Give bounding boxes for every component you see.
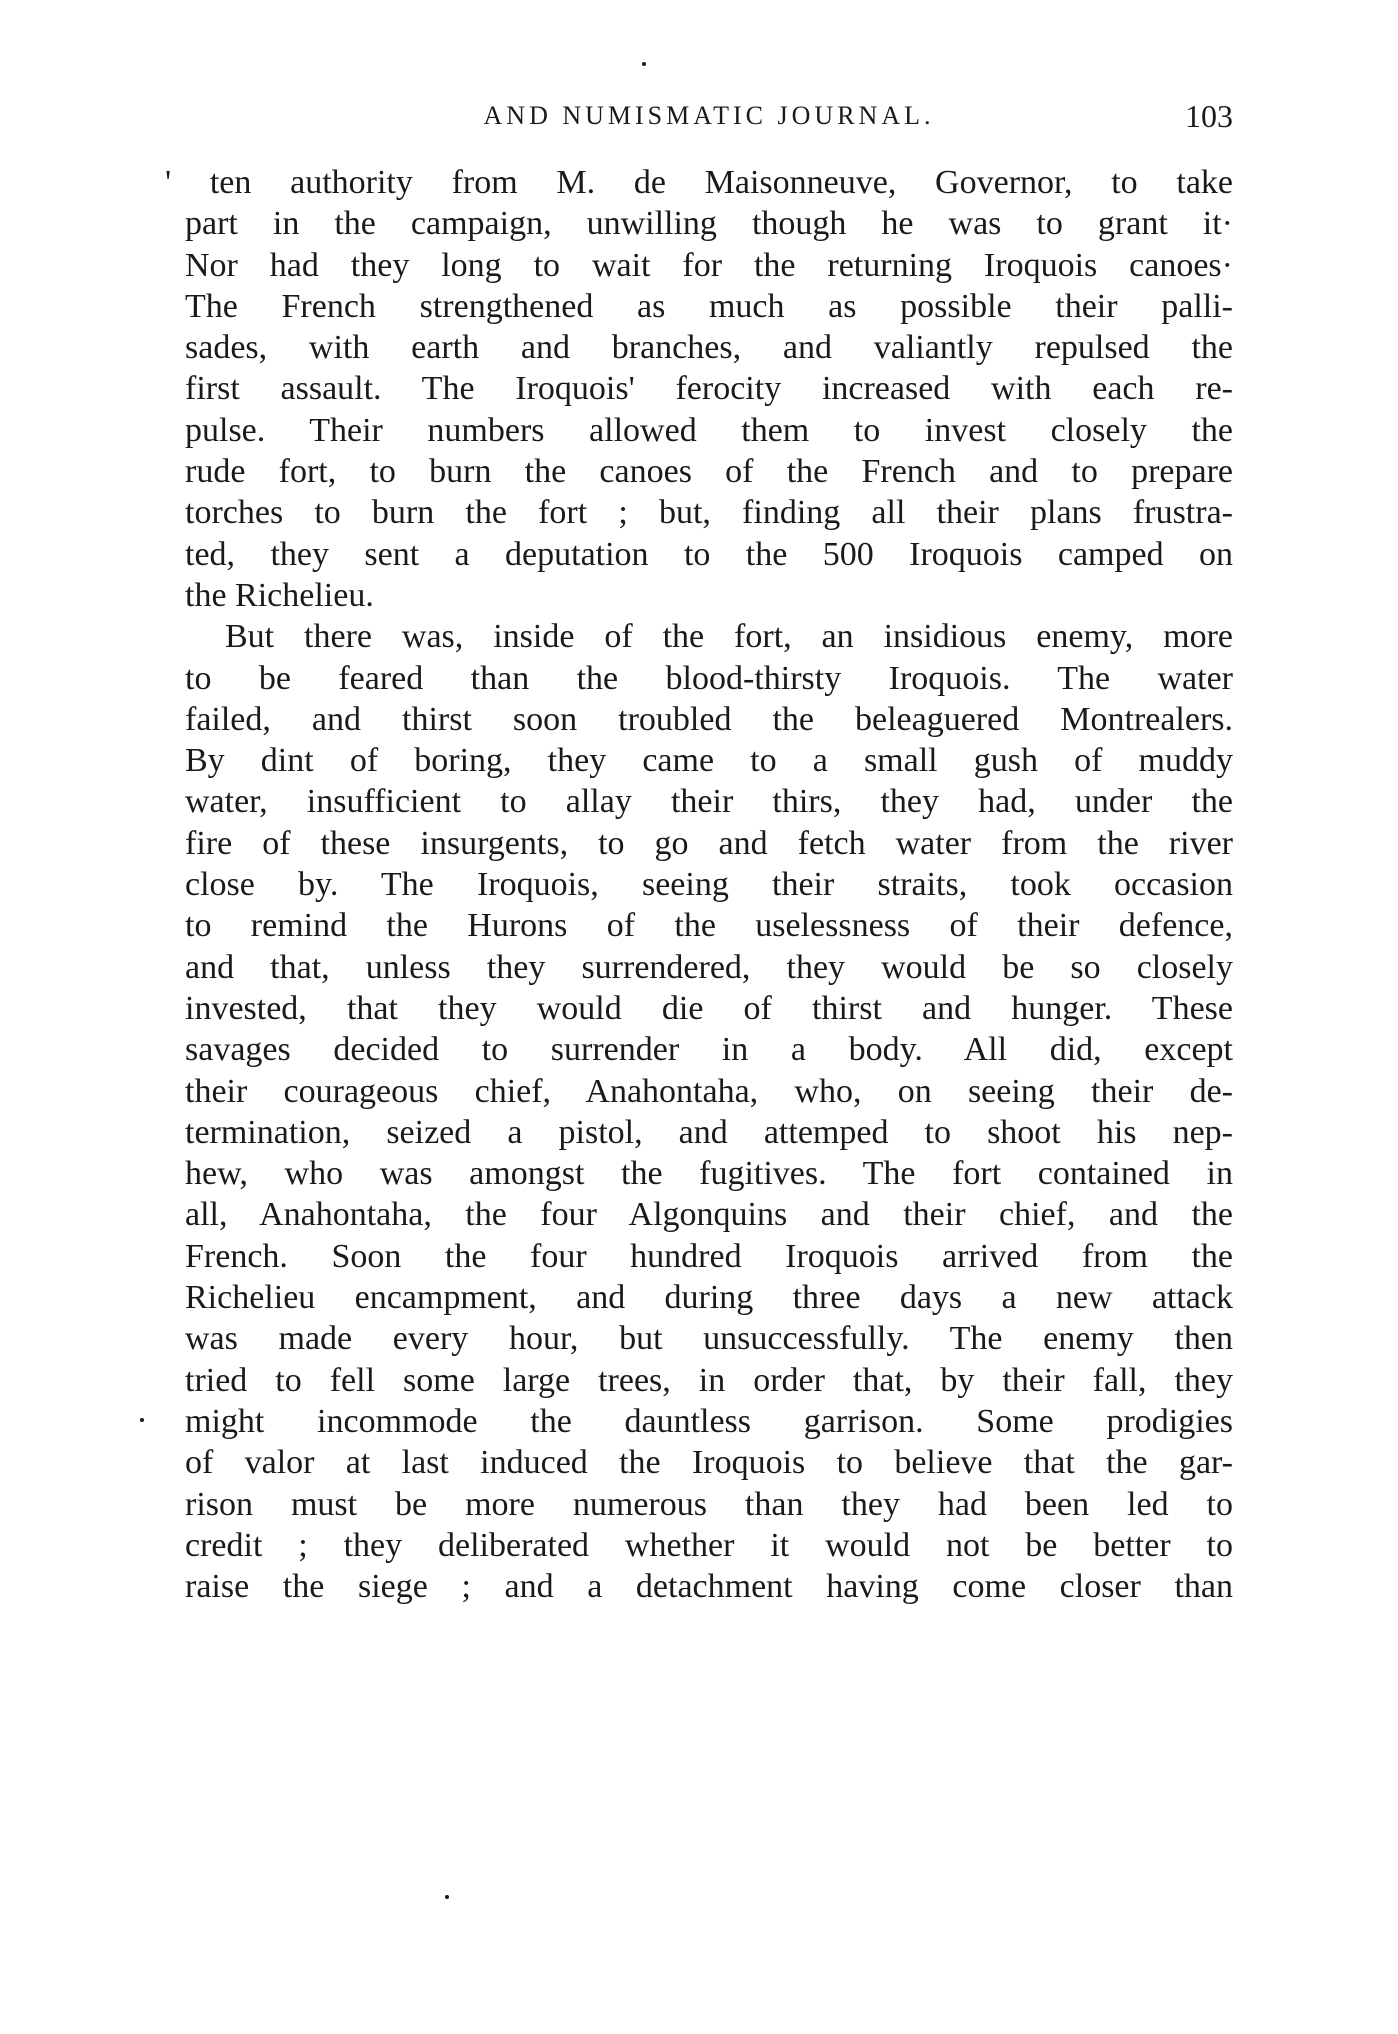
text-line: might incommode the dauntless garrison. Some prodigies — [185, 1402, 1233, 1440]
text-line: tried to fell some large trees, in order that, by their fall, they — [185, 1361, 1233, 1399]
text-line: pulse. Their numbers allowed them to invest closely the — [185, 411, 1233, 449]
text-line: hew, who was amongst the fugitives. The fort contained in — [185, 1155, 1233, 1193]
text-line: ' ten authority from M. de Maisonneuve, Governor, to take — [165, 164, 1233, 201]
text-line: first assault. The Iroquois' ferocity increased with each re- — [185, 370, 1233, 408]
text-line: Nor had they long to wait for the returning Iroquois canoes· — [185, 246, 1233, 284]
text-line: was made every hour, but unsuccessfully. The enemy then — [185, 1320, 1233, 1358]
text-line: water, insufficient to allay their thirs, they had, under the — [185, 783, 1233, 821]
text-line: failed, and thirst soon troubled the beleaguered Montrealers. — [185, 700, 1233, 738]
text-line: Richelieu encampment, and during three days a new attack — [185, 1279, 1233, 1317]
text-line: termination, seized a pistol, and attemped to shoot his nep- — [185, 1113, 1233, 1151]
text-line: their courageous chief, Anahontaha, who, on seeing their de- — [185, 1072, 1233, 1110]
print-speck — [445, 1895, 449, 1899]
print-speck — [140, 1418, 144, 1422]
text-line: and that, unless they surrendered, they would be so closely — [185, 948, 1233, 986]
text-line: all, Anahontaha, the four Algonquins and their chief, and the — [185, 1196, 1233, 1234]
text-line: sades, with earth and branches, and valiantly repulsed the — [185, 329, 1233, 367]
text-line: close by. The Iroquois, seeing their straits, took occasion — [185, 866, 1233, 904]
running-head: AND NUMISMATIC JOURNAL. — [483, 101, 935, 130]
text-line: torches to burn the fort ; but, finding all their plans frustra- — [185, 494, 1233, 532]
text-line: credit ; they deliberated whether it would not be better to — [185, 1526, 1233, 1564]
text-line: ted, they sent a deputation to the 500 Iroquois camped on — [185, 535, 1233, 573]
text-line: to remind the Hurons of the uselessness of their defence, — [185, 907, 1233, 945]
paragraph-2 — [185, 616, 1233, 1607]
print-speck — [642, 62, 646, 66]
page-number: 103 — [1185, 98, 1233, 134]
text-line: But there was, inside of the fort, an insidious enemy, more — [225, 618, 1233, 656]
text-line: rison must be more numerous than they had been led to — [185, 1485, 1233, 1523]
text-line: part in the campaign, unwilling though he was to grant it· — [185, 205, 1233, 243]
text-line: French. Soon the four hundred Iroquois arrived from the — [185, 1237, 1233, 1275]
text-line: of valor at last induced the Iroquois to believe that the gar- — [185, 1444, 1233, 1482]
text-line: rude fort, to burn the canoes of the French and to prepare — [185, 453, 1233, 491]
text-line: The French strengthened as much as possible their palli- — [185, 287, 1233, 325]
page-header — [185, 96, 1233, 136]
text-line: the Richelieu. — [185, 576, 374, 614]
text-line: By dint of boring, they came to a small gush of muddy — [185, 742, 1233, 780]
text-line: fire of these insurgents, to go and fetch water from the river — [185, 824, 1233, 862]
paragraph-1 — [165, 162, 1233, 616]
text-line: raise the siege ; and a detachment having come closer than — [185, 1568, 1233, 1606]
text-line: savages decided to surrender in a body. All did, except — [185, 1031, 1233, 1069]
text-line: invested, that they would die of thirst and hunger. These — [185, 989, 1233, 1027]
body-text — [165, 162, 1233, 1607]
text-line: to be feared than the blood-thirsty Iroquois. The water — [185, 659, 1233, 697]
